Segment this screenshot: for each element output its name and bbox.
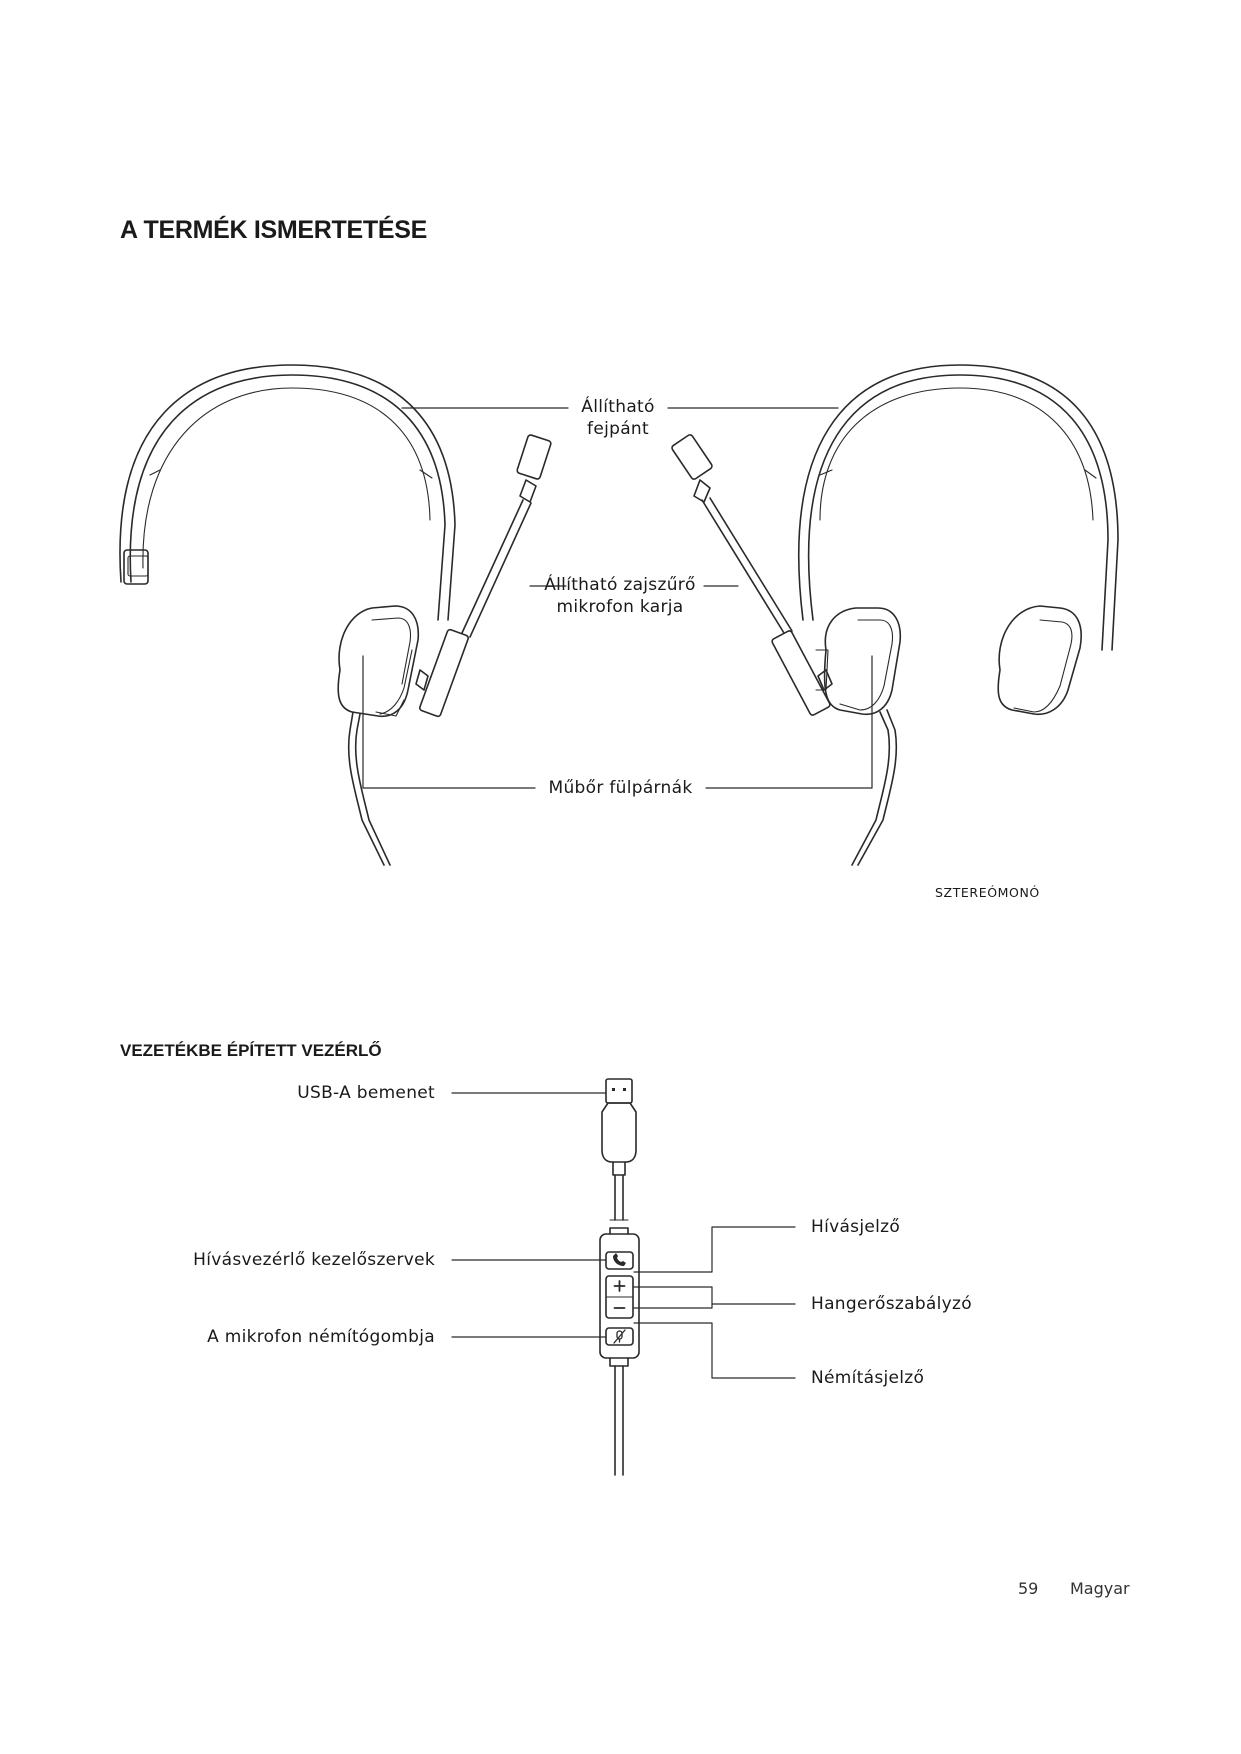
mic-arm-label — [535, 574, 705, 618]
plus-icon — [615, 1281, 625, 1291]
headband-label-line1: Állítható — [581, 397, 655, 417]
inline-controller-drawing — [600, 1079, 639, 1475]
controller-callout-lines — [452, 1093, 795, 1378]
mute-button-label: A mikrofon némítógombja — [207, 1327, 435, 1347]
mic-mute-icon — [614, 1330, 625, 1343]
mic-arm-label-line1: Állítható zajszűrő — [544, 575, 696, 595]
phone-icon — [613, 1253, 626, 1266]
stereo-headset-drawing — [671, 365, 1118, 865]
mono-headset-drawing — [120, 365, 552, 865]
ear-cushions-label: Műbőr fülpárnák — [548, 778, 693, 798]
page-language: Magyar — [1070, 1579, 1130, 1598]
section-title: VEZETÉKBE ÉPÍTETT VEZÉRLŐ — [120, 1041, 382, 1060]
usb-label: USB-A bemenet — [297, 1083, 435, 1103]
call-indicator-label: Hívásjelző — [811, 1217, 901, 1237]
variants-label: SZTEREÓMONÓ — [935, 885, 1040, 900]
call-controls-label: Hívásvezérlő kezelőszervek — [193, 1250, 435, 1270]
page-number: 59 — [1018, 1579, 1039, 1598]
headband-label-line2: fejpánt — [587, 419, 649, 439]
volume-label: Hangerőszabályzó — [811, 1294, 972, 1314]
mic-arm-label-line2: mikrofon karja — [556, 597, 684, 617]
mute-indicator-label: Némításjelző — [811, 1368, 925, 1388]
page-title: A TERMÉK ISMERTETÉSE — [120, 216, 427, 244]
headband-label — [568, 396, 668, 440]
